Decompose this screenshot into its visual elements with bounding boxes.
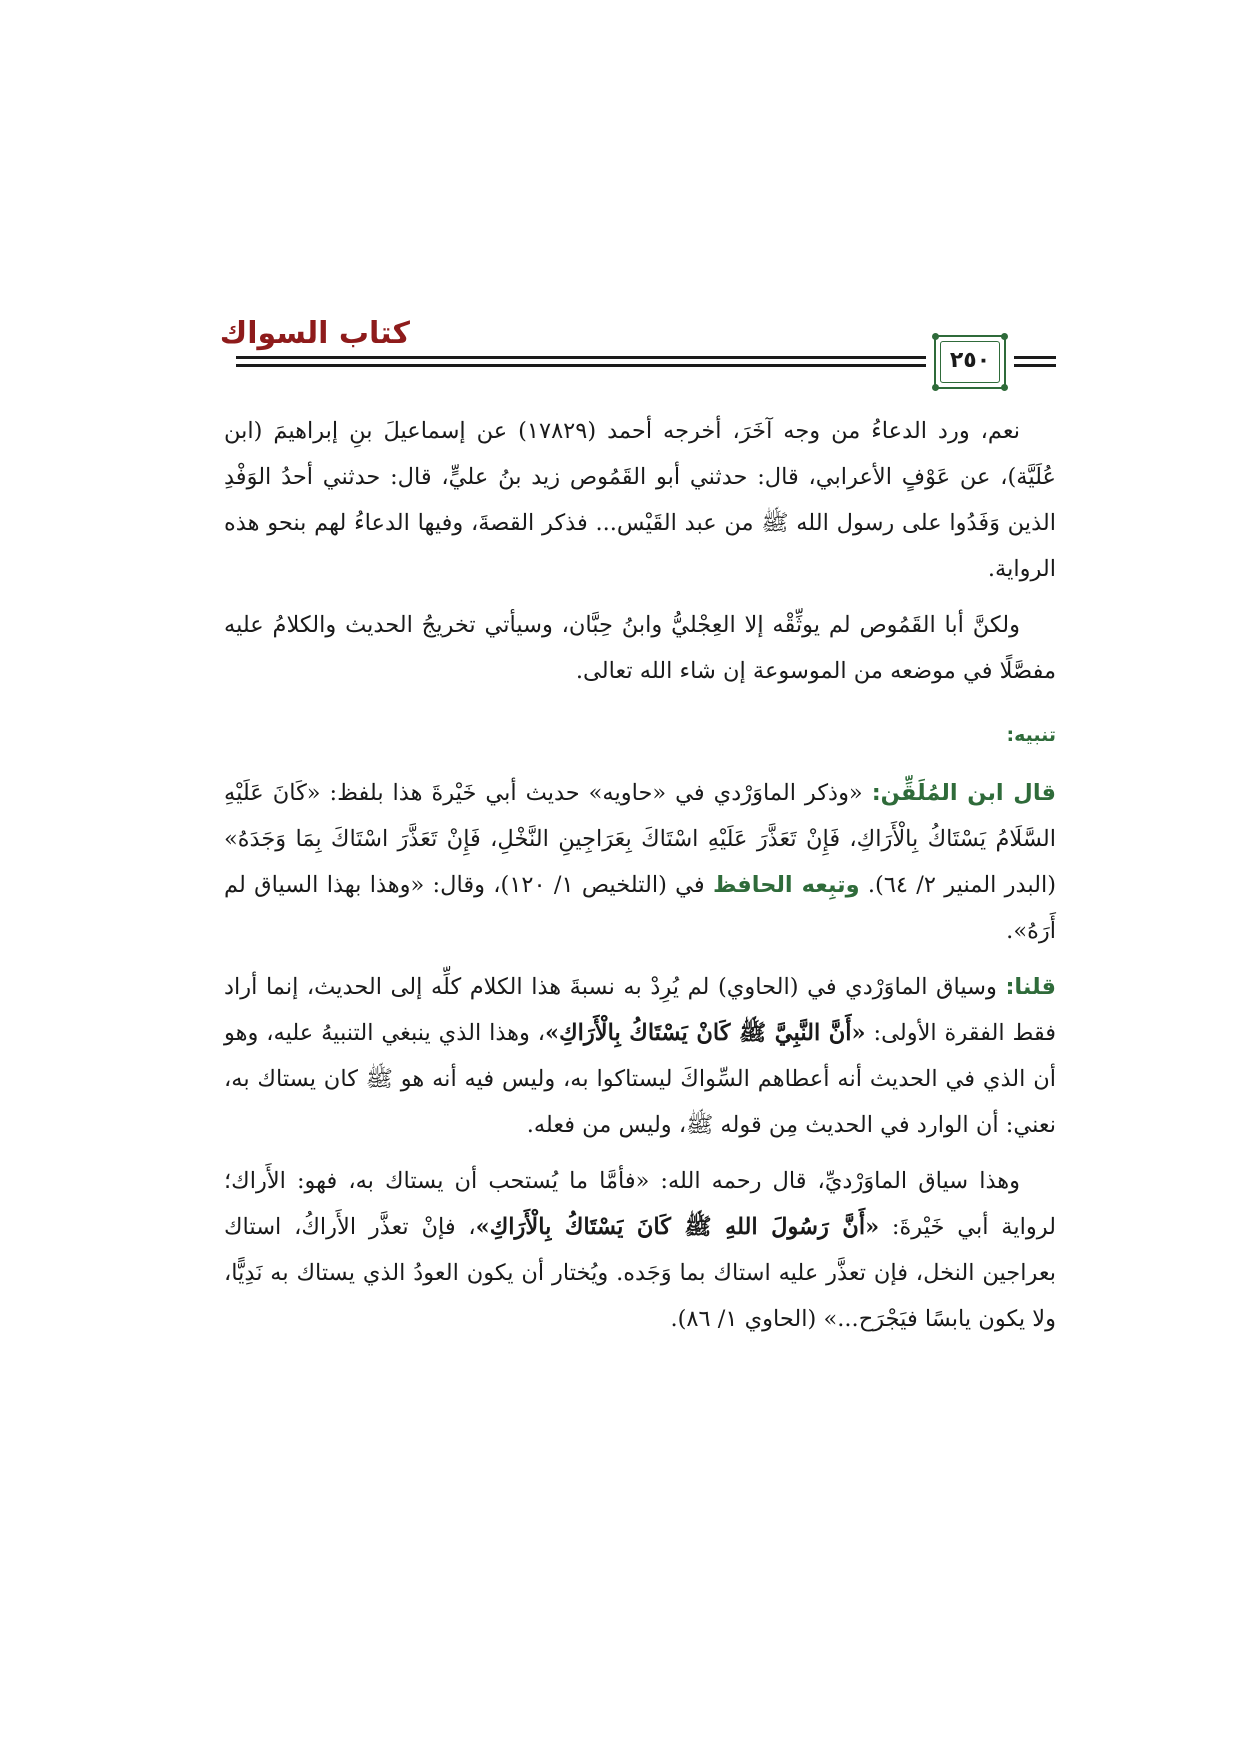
- book-title: كتاب السواك: [219, 316, 410, 351]
- paragraph: [224, 1158, 1056, 1342]
- ornament-dot: [1001, 333, 1008, 340]
- paragraph: نعم، ورد الدعاءُ من وجه آخَرَ، أخرجه أحمد (١٧٨٢٩) عن إسماعيلَ بنِ إبراهيمَ (ابن عُلَيَّة)، عن عَوْفٍ الأعرابي، قال: حدثني أبو القَمُوص زيد بنُ عليٍّ، قال: حدثني أحدُ الوَفْدِ الذين وَفَدُوا على رسول الله ﷺ من عبد القَيْس... فذكر القصةَ، وفيها الدعاءُ لهم بنحو هذه الرواية.: [224, 418, 1056, 582]
- paragraph-text: ، وهذا الذي ينبغي التنبيهُ عليه، وهو أن الذي في الحديث أنه أعطاهم السِّواكَ ليستاكوا به، وليس فيه أنه هو ﷺ كان يستاك به، نعني: أن الوارد في الحديث مِن قوله ﷺ، وليس من فعله.: [224, 1020, 1056, 1138]
- paragraph-text: وسياق الماوَرْدي في (الحاوي) لم يُرِدْ به نسبةَ هذا الكلام كلِّه إلى الحديث، إنما أراد فقط الفقرة الأولى:: [224, 974, 1056, 1046]
- hadith-quote: «أَنَّ رَسُولَ اللهِ ﷺ كَانَ يَسْتَاكُ بِالْأَرَاكِ»: [475, 1214, 880, 1240]
- paragraph-text: ، فإنْ تعذَّر الأَراكُ، استاك بعراجين النخل، فإن تعذَّر عليه استاك بما وَجَده. ويُختار أن يكون العودُ الذي يستاك به نَدِيًّا، ولا يكون يابسًا فيَجْرَح...» (الحاوي ١/ ٨٦).: [224, 1214, 1056, 1332]
- ornament-dot: [932, 333, 939, 340]
- page-body: [224, 408, 1056, 1352]
- paragraph-text: وهذا سياق الماوَرْديِّ، قال رحمه الله: «فأمَّا ما يُستحب أن يستاك به، فهو: الأَراك؛ لرواية أبي خَيْرةَ:: [224, 1168, 1056, 1240]
- paragraph-text: «وذكر الماوَرْدي في «حاويه» حديث أبي خَيْرةَ هذا بلفظ: «كَانَ عَلَيْهِ السَّلَامُ يَسْتَاكُ بِالْأَرَاكِ، فَإِنْ تَعَذَّرَ عَلَيْهِ اسْتَاكَ بِعَرَاجِينِ النَّخْلِ، فَإِنْ تَعَذَّرَ اسْتَاكَ بِمَا وَجَدَهُ» (البدر المنير ٢/ ٦٤).: [224, 780, 1057, 898]
- speaker-label: قلنا:: [1005, 974, 1056, 1000]
- speaker-label: قال ابن المُلَقِّن:: [871, 780, 1056, 806]
- paragraph: [224, 770, 1056, 954]
- page-number-badge: [934, 335, 1006, 389]
- paragraph-text: في (التلخيص ١/ ١٢٠)، وقال: «وهذا بهذا السياق لم أَرَهُ».: [224, 872, 1056, 944]
- hadith-quote: «أَنَّ النَّبِيَّ ﷺ كَانْ يَسْتَاكُ بِالْأَرَاكِ»: [545, 1020, 866, 1046]
- header-rule: [1014, 364, 1056, 367]
- paragraph: ولكنَّ أبا القَمُوص لم يوثِّقْه إلا العِجْليُّ وابنُ حِبَّان، وسيأتي تخريجُ الحديث والكلامُ عليه مفصَّلًا في موضعه من الموسوعة إن شاء الله تعالى.: [224, 612, 1056, 684]
- header-rule: [1014, 356, 1056, 359]
- header-rule: [236, 364, 926, 367]
- section-heading: تنبيه:: [1006, 724, 1056, 746]
- ornament-dot: [1001, 384, 1008, 391]
- ornament-dot: [932, 384, 939, 391]
- paragraph: [224, 964, 1056, 1148]
- header-rule: [236, 356, 926, 359]
- page-number: ٢٥٠: [949, 348, 991, 373]
- speaker-label: وتبِعه الحافظ: [712, 872, 860, 898]
